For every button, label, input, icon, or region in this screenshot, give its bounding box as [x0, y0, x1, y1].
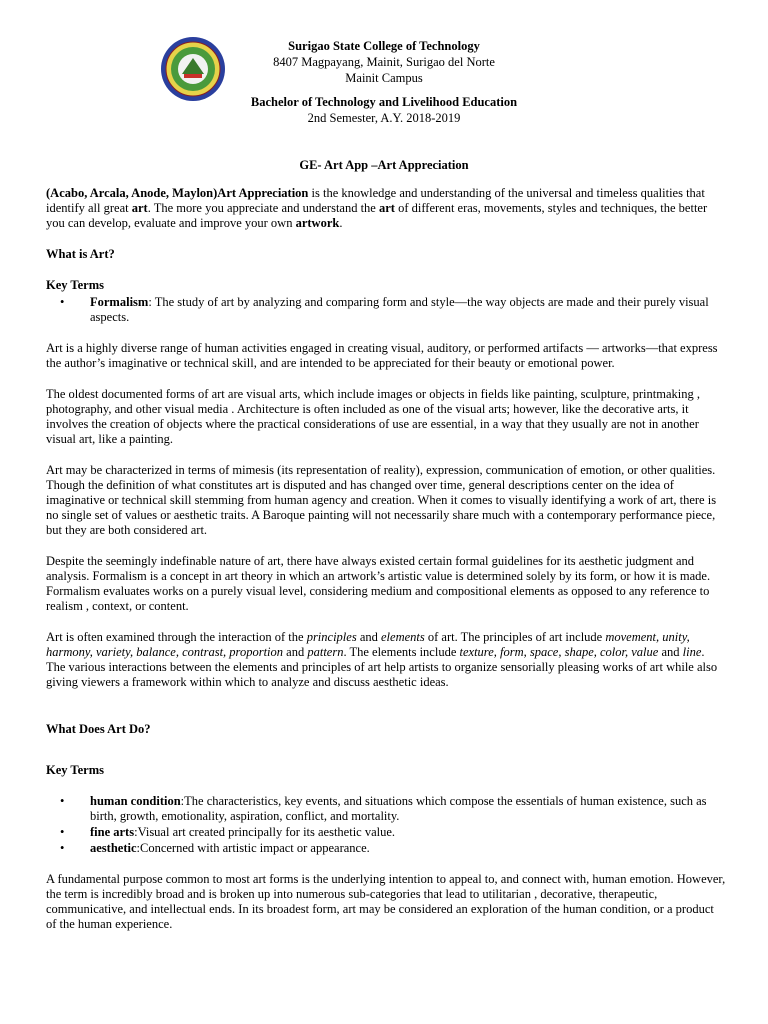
- italic-text: pattern: [307, 645, 344, 659]
- text: . The various interactions between the elements and principles of art help artists to organize sensorially pleasing works of art while also giving viewers a framework within which to analyze and discuss aesthetic ideas.: [46, 645, 718, 689]
- list-item: [46, 794, 726, 824]
- text: Art is often examined through the interaction of the: [46, 630, 307, 644]
- paragraph: Despite the seemingly indefinable nature of art, there have always existed certain formal guidelines for its aesthetic judgment and analysis. Formalism is a concept in art theory in which an artwork’s artistic value is determined solely by its form, or how it is made. Formalism evaluates works on a purely visual level, considering medium and compositional elements as opposed to any reference to realism , context, or content.: [46, 554, 711, 613]
- section-heading-what-is-art: What is Art?: [46, 247, 115, 261]
- list-item: [46, 295, 726, 325]
- term: fine arts: [90, 825, 135, 839]
- intro-art-1: art: [131, 201, 148, 215]
- letterhead: [0, 38, 768, 126]
- term: human condition: [90, 794, 181, 808]
- italic-text: texture, form, space, shape, color, value: [459, 645, 659, 659]
- program-name: Bachelor of Technology and Livelihood Education: [250, 95, 518, 109]
- intro-text: of different eras, movements, styles and techniques, the better you can develop, evaluate and improve your own: [46, 201, 708, 230]
- paragraph: Art may be characterized in terms of mimesis (its representation of reality), expression, communication of emotion, or other qualities. Though the definition of what constitutes art is disputed and has changed over time, general descriptions center on the idea of imaginative or technical skill stemming from human agency and creation. When it comes to visually identifying a work of art, there is no single set of values or aesthetic traits. A Baroque painting will not necessarily share much with a contemporary performance piece, but they are both considered art.: [46, 463, 717, 537]
- document-body: [46, 186, 726, 948]
- definition: : The study of art by analyzing and comparing form and style—the way objects are made and their purely visual aspects.: [90, 295, 709, 324]
- bullet-icon: •: [60, 841, 65, 855]
- text: and: [283, 645, 308, 659]
- paragraph: Art is a highly diverse range of human activities engaged in creating visual, auditory, or performed artifacts — artworks—that express the author’s imaginative or technical skill, and are intended to be appreciated for their beauty or emotional power.: [46, 341, 718, 370]
- intro-text: is the knowledge and understanding of the universal and timeless qualities that identify all great: [46, 186, 705, 215]
- intro-text: . The more you appreciate and understand the: [147, 201, 379, 215]
- intro-term: Art Appreciation: [217, 186, 309, 200]
- definition: :Visual art created principally for its aesthetic value.: [134, 825, 396, 839]
- bullet-icon: •: [60, 825, 65, 839]
- document-title: GE- Art App –Art Appreciation: [299, 158, 469, 172]
- intro-paragraph: [46, 186, 726, 231]
- key-terms-heading: Key Terms: [46, 278, 104, 292]
- definition: :The characteristics, key events, and situations which compose the essentials of human existence, such as birth, growth, emotionality, aspiration, conflict, and mortality.: [90, 794, 707, 823]
- intro-art-2: art: [378, 201, 395, 215]
- term: Formalism: [90, 295, 149, 309]
- college-address: 8407 Magpayang, Mainit, Surigao del Norte: [273, 55, 495, 69]
- list-item: [46, 825, 726, 840]
- paragraph: A fundamental purpose common to most art forms is the underlying intention to appeal to, and connect with, human emotion. However, the term is incredibly broad and is broken up into numerous sub-categories that lead to utilitarian , decorative, therapeutic, communicative, and intellectual ends. In its broadest form, art may be considered an exploration of the human condition, or a product of the human experience.: [46, 872, 726, 931]
- term: aesthetic: [90, 841, 137, 855]
- key-terms-list: [46, 295, 726, 325]
- key-terms-heading: Key Terms: [46, 763, 104, 777]
- bullet-icon: •: [60, 295, 65, 309]
- paragraph-principles-elements: [46, 630, 726, 690]
- campus-name: Mainit Campus: [345, 71, 423, 85]
- italic-text: line: [682, 645, 702, 659]
- italic-text: movement, unity, harmony, variety, balance, contrast, proportion: [46, 630, 690, 659]
- paragraph: The oldest documented forms of art are visual arts, which include images or objects in fields like painting, sculpture, printmaking , photography, and other visual media . Architecture is often included as one of the visual arts; however, like the decorative arts, it involves the creation of objects where the practical considerations of use are essential, in a way that they usually are not in another visual art, like a painting.: [46, 387, 700, 446]
- text: and: [356, 630, 381, 644]
- text: and: [658, 645, 683, 659]
- college-name: Surigao State College of Technology: [288, 39, 480, 53]
- section-heading-what-does-art-do: What Does Art Do?: [46, 722, 151, 736]
- text: . The elements include: [343, 645, 460, 659]
- list-item: [46, 841, 726, 856]
- key-terms-list: [46, 794, 726, 856]
- definition: :Concerned with artistic impact or appearance.: [136, 841, 370, 855]
- authors: (Acabo, Arcala, Anode, Maylon): [46, 186, 218, 200]
- intro-artwork: artwork: [295, 216, 340, 230]
- text: of art. The principles of art include: [424, 630, 606, 644]
- italic-text: elements: [381, 630, 425, 644]
- intro-text: .: [339, 216, 343, 230]
- italic-text: principles: [306, 630, 357, 644]
- semester: 2nd Semester, A.Y. 2018-2019: [307, 111, 461, 125]
- bullet-icon: •: [60, 794, 65, 808]
